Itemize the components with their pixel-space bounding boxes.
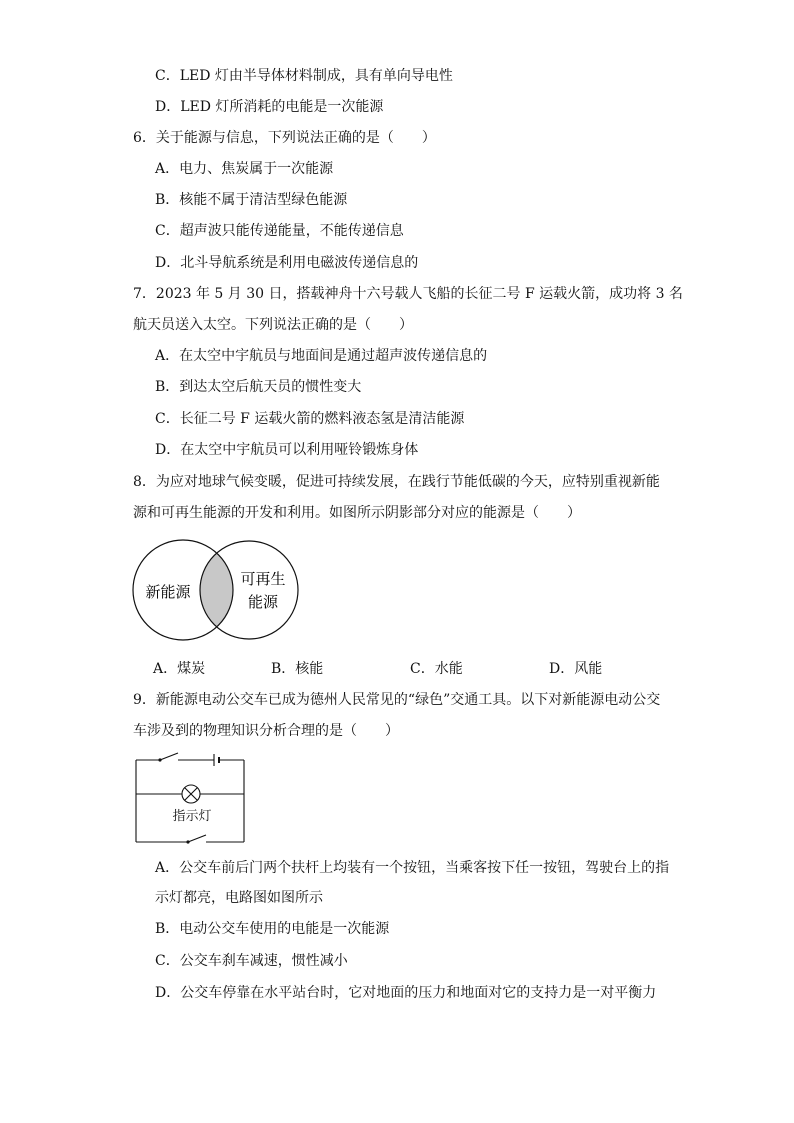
q6-stem: 6．关于能源与信息，下列说法正确的是（ ） [133,130,436,146]
q8-option-d: D．风能 [549,661,603,677]
q7-stem-line1: 7．2023 年 5 月 30 日，搭载神舟十六号载人飞船的长征二号 F 运载火箭，成功将 3 名 [133,286,683,302]
q8-option-a: A．煤炭 [153,661,206,677]
q9-option-c: C．公交车刹车减速，惯性减小 [155,953,348,969]
q9-option-d: D．公交车停靠在水平站台时，它对地面的压力和地面对它的支持力是一对平衡力 [155,985,657,1001]
q9-option-b: B．电动公交车使用的电能是一次能源 [155,921,390,937]
q9-option-a-line1: A．公交车前后门两个扶杆上均装有一个按钮，当乘客按下任一按钮，驾驶台上的指 [155,860,670,876]
q6-option-c: C．超声波只能传递能量，不能传递信息 [155,223,404,239]
q7-option-c: C．长征二号 F 运载火箭的燃料液态氢是清洁能源 [155,411,465,427]
q8-option-b: B．核能 [271,661,324,677]
venn-diagram [130,536,305,644]
q8-option-c: C．水能 [410,661,463,677]
q9-stem-line1: 9．新能源电动公交车已成为德州人民常见的“绿色”交通工具。以下对新能源电动公交 [133,692,661,708]
q7-option-a: A．在太空中宇航员与地面间是通过超声波传递信息的 [155,348,488,364]
circuit-diagram [130,752,250,846]
q7-option-d: D．在太空中宇航员可以利用哑铃锻炼身体 [155,442,419,458]
q6-option-b: B．核能不属于清洁型绿色能源 [155,192,348,208]
q7-option-b: B．到达太空后航天员的惯性变大 [155,379,362,395]
q5-option-c: C．LED 灯由半导体材料制成，具有单向导电性 [155,68,453,84]
q6-option-d: D．北斗导航系统是利用电磁波传递信息的 [155,255,419,271]
q7-stem-line2: 航天员送入太空。下列说法正确的是（ ） [133,317,413,333]
q6-option-a: A．电力、焦炭属于一次能源 [155,161,334,177]
switch-top-lever [160,753,178,760]
venn-right-label-1: 可再生 [240,570,286,588]
q9-option-a-line2: 示灯都亮，电路图如图所示 [155,890,323,906]
q5-option-d: D．LED 灯所消耗的电能是一次能源 [155,99,384,115]
q9-stem-line2: 车涉及到的物理知识分析合理的是（ ） [133,723,399,739]
indicator-lamp-label: 指示灯 [172,809,212,824]
q8-stem-line2: 源和可再生能源的开发和利用。如图所示阴影部分对应的能源是（ ） [133,505,581,521]
q8-stem-line1: 8．为应对地球气候变暖，促进可持续发展，在践行节能低碳的今天，应特别重视新能 [133,474,660,490]
venn-left-label: 新能源 [145,583,191,601]
venn-right-label-2: 能源 [247,593,279,611]
switch-bottom-lever [188,835,206,842]
